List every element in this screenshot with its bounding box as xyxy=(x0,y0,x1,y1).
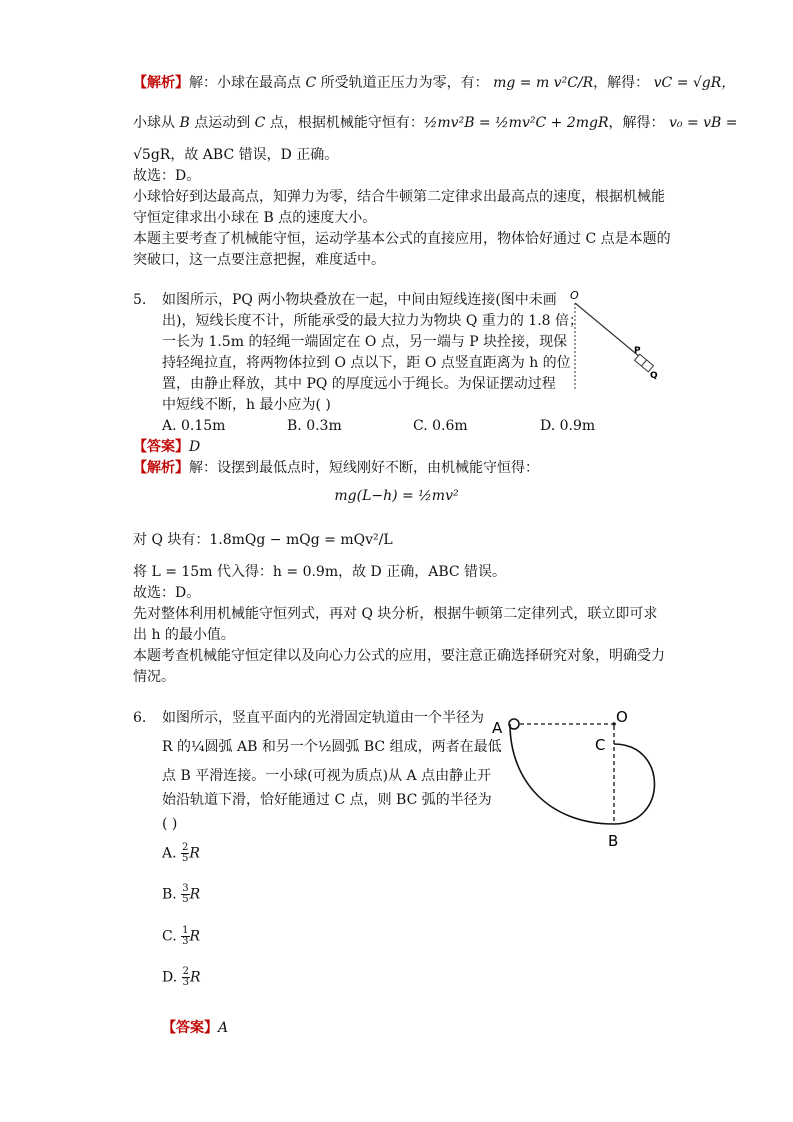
analysis-5-line-3: 对 Q 块有：1.8mQg − mQg = mQv²/L xyxy=(133,532,393,548)
question-6-line: R 的¼圆弧 AB 和另一个½圆弧 BC 组成，两者在最低 xyxy=(162,739,502,755)
question-6-line: ( ) xyxy=(162,816,178,832)
formula: v₀ = vB = xyxy=(668,115,738,131)
option-a: A. $\frac{2}{5}$ R xyxy=(162,842,200,864)
formula: ½mv²B = ½mv²C + 2mgR xyxy=(423,115,609,131)
prev-solution-line-6: 守恒定律求出小球在 B 点的速度大小。 xyxy=(133,210,377,226)
answer-value: A xyxy=(218,1020,229,1036)
half-arc-bc xyxy=(614,744,655,824)
question-number: 5. xyxy=(133,292,147,308)
formula: vC = √gR， xyxy=(653,75,736,91)
option-a: A. 0.15m xyxy=(162,418,226,434)
label-a: A xyxy=(492,719,503,737)
analysis-tag: 【解析】 xyxy=(133,460,189,476)
rope xyxy=(575,303,640,357)
question-5-line: 出)，短线长度不计，所能承受的最大拉力为物块 Q 重力的 1.8 倍； xyxy=(162,313,584,329)
label-c: C xyxy=(595,736,606,754)
prev-solution-line-5: 小球恰好到达最高点，知弹力为零，结合牛顿第二定律求出最高点的速度，根据机械能 xyxy=(133,189,665,205)
question-number: 6. xyxy=(133,710,147,726)
option-c: C. $\frac{1}{3}$ R xyxy=(162,925,201,947)
analysis-5-line-1: 【解析】解：设摆到最低点时，短线刚好不断，由机械能守恒得： xyxy=(133,460,539,476)
answer-value: D xyxy=(189,439,201,455)
answer-tag: 【答案】 xyxy=(133,439,189,455)
prev-solution-line-8: 突破口，这一点要注意把握，难度适中。 xyxy=(133,252,385,268)
question-5-line: 中短线不断，h 最小应为( ) xyxy=(162,397,331,413)
prev-solution-line-7: 本题主要考查了机械能守恒，运动学基本公式的直接应用，物体恰好通过 C 点是本题的 xyxy=(133,231,671,247)
analysis-5-line-7: 出 h 的最小值。 xyxy=(133,627,235,643)
option-d: D. $\frac{2}{3}$ R xyxy=(162,966,201,988)
analysis-5-line-8: 本题考查机械能守恒定律以及向心力公式的应用，要注意正确选择研究对象，明确受力 xyxy=(133,648,665,664)
question-5-line: 如图所示，PQ 两小物块叠放在一起，中间由短线连接(图中未画 xyxy=(162,292,557,308)
question-5-line: 持轻绳拉直，将两物体拉到 O 点以下，距 O 点竖直距离为 h 的位 xyxy=(162,355,571,371)
analysis-5-line-9: 情况。 xyxy=(133,669,175,685)
energy-formula: mg(L−h) = ½mv² xyxy=(334,488,459,504)
option-b: B. $\frac{3}{5}$ R xyxy=(162,883,201,905)
analysis-5-line-5: 故选：D。 xyxy=(133,585,201,601)
analysis-5-line-4: 将 L = 15m 代入得：h = 0.9m，故 D 正确，ABC 错误。 xyxy=(133,564,507,580)
prev-solution-line-2: 小球从 B 点运动到 C 点，根据机械能守恒有：½mv²B = ½mv²C + 2mgR，解得： v₀ = vB = xyxy=(133,115,738,131)
answer-5 xyxy=(133,437,200,457)
fraction: $\frac{2}{5}$ xyxy=(182,842,189,864)
question-5-line: 置，由静止释放，其中 PQ 的厚度远小于绳长。为保证摆动过程 xyxy=(162,376,556,392)
fraction: $\frac{3}{5}$ xyxy=(182,883,189,905)
label-q: Q xyxy=(650,371,658,381)
label-p: P xyxy=(634,346,641,356)
fraction: $\frac{2}{3}$ xyxy=(182,966,190,988)
analysis-5-line-6: 先对整体利用机械能守恒列式，再对 Q 块分析，根据牛顿第二定律列式，联立即可求 xyxy=(133,606,658,622)
prev-solution-line-1: 【解析】解：小球在最高点 C 所受轨道正压力为零，有： mg = m v²C/R，解得： vC = √gR， xyxy=(133,75,736,91)
answer-6 xyxy=(162,1018,228,1038)
answer-tag: 【答案】 xyxy=(162,1020,218,1036)
formula: mg = m v²C/R xyxy=(493,75,594,91)
track-figure xyxy=(488,700,668,860)
option-d: D. 0.9m xyxy=(540,418,596,434)
prev-solution-line-4: 故选：D。 xyxy=(133,168,201,184)
question-5-line: 一长为 1.5m 的轻绳一端固定在 O 点，另一端与 P 块拴接，现保 xyxy=(162,334,568,350)
block-pq xyxy=(635,354,654,372)
option-c: C. 0.6m xyxy=(413,418,468,434)
analysis-tag: 【解析】 xyxy=(133,75,189,91)
pendulum-figure xyxy=(560,285,670,395)
prev-solution-line-3: √5gR，故 ABC 错误，D 正确。 xyxy=(133,147,339,163)
question-6-line: 始沿轨道下滑，恰好能通过 C 点，则 BC 弧的半径为 xyxy=(162,792,492,808)
option-b: B. 0.3m xyxy=(287,418,342,434)
label-o: O xyxy=(570,289,579,302)
question-6-line: 如图所示，竖直平面内的光滑固定轨道由一个半径为 xyxy=(162,710,484,726)
label-o: O xyxy=(616,708,628,726)
label-b: B xyxy=(608,832,619,850)
fraction: $\frac{1}{3}$ xyxy=(182,925,189,947)
question-6-line: 点 B 平滑连接。一小球(可视为质点)从 A 点由静止开 xyxy=(162,768,492,784)
